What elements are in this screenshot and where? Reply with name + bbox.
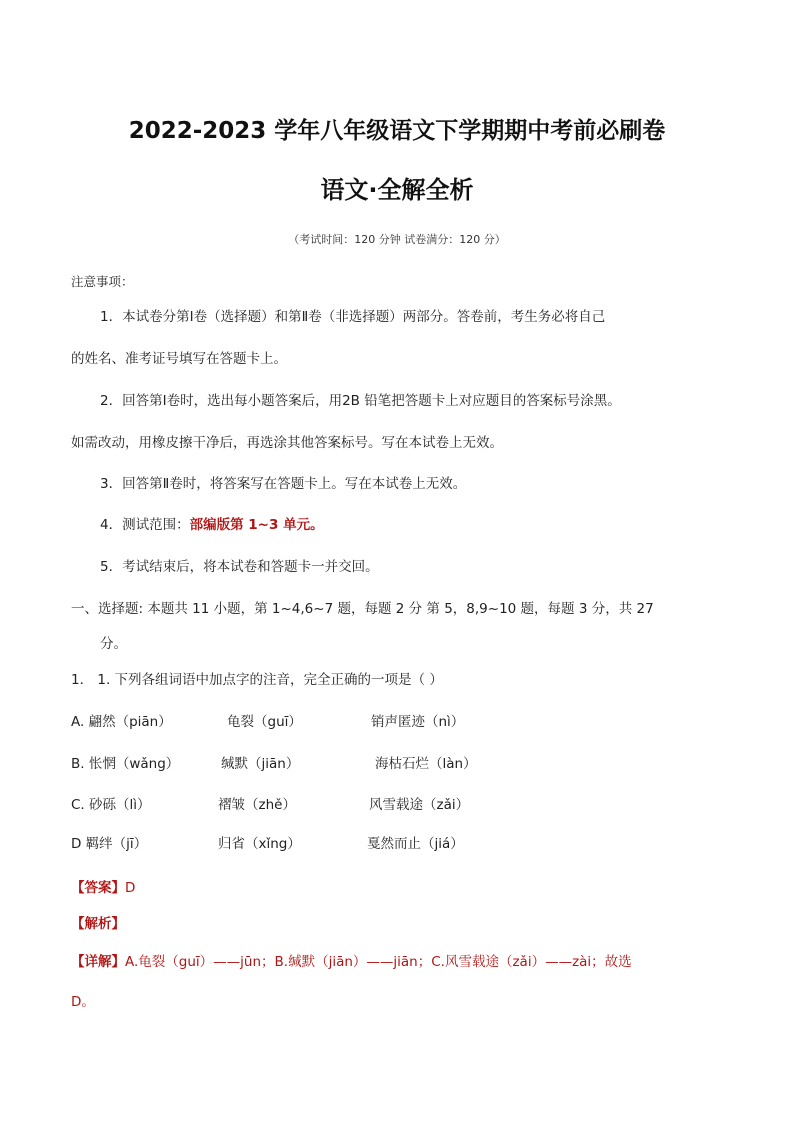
detail-text-1: A.龟裂（guī）——jūn；B.缄默（jiān）——jiān；C.风雪载途（zǎi）——zài；故选 — [125, 954, 632, 970]
note-item-3: 3．回答第Ⅱ卷时，将答案写在答题卡上。写在本试卷上无效。 — [100, 476, 467, 492]
option-d-2: 归省（xǐng） — [218, 836, 301, 852]
section-1-heading-line-1: 一、选择题: 本题共 11 小题，第 1~4,6~7 题，每题 2 分 第 5，8,9~10 题，每题 3 分，共 27 — [71, 601, 654, 617]
note-item-4 — [100, 513, 324, 533]
analysis-label: 【解析】 — [71, 916, 125, 932]
question-1-stem: 1． 1. 下列各组词语中加点字的注音，完全正确的一项是（ ） — [71, 672, 443, 688]
section-1-heading-line-2: 分。 — [100, 636, 127, 652]
test-range: 部编版第 1~3 单元。 — [189, 517, 324, 533]
option-a-2: 龟裂（guī） — [227, 714, 302, 730]
note-item-1-line-1: 1．本试卷分第Ⅰ卷（选择题）和第Ⅱ卷（非选择题）两部分。答卷前，考生务必将自己 — [100, 309, 606, 325]
answer-label: 【答案】 — [71, 880, 125, 896]
detail-line-2: D。 — [71, 994, 95, 1010]
option-a-1: A. 翩然（piān） — [71, 714, 172, 730]
note-item-2-line-1: 2．回答第Ⅰ卷时，选出每小题答案后，用2B 铅笔把答题卡上对应题目的答案标号涂黑。 — [100, 393, 621, 409]
option-b-3: 海枯石烂（làn） — [375, 756, 477, 772]
option-d-3: 戛然而止（jiá） — [367, 836, 464, 852]
option-c-3: 风雪载途（zǎi） — [369, 797, 470, 813]
option-c-1: C. 砂砾（lì） — [71, 797, 151, 813]
option-c-2: 褶皱（zhě） — [218, 797, 296, 813]
exam-meta: （考试时间：120 分钟 试卷满分：120 分） — [288, 233, 506, 246]
page-title: 2022-2023 学年八年级语文下学期期中考前必刷卷 — [128, 118, 666, 144]
detail-line-1 — [71, 950, 632, 970]
note-item-2-line-2: 如需改动，用橡皮擦干净后，再选涂其他答案标号。写在本试卷上无效。 — [71, 435, 503, 451]
option-d-1: D 羁绊（jī） — [71, 836, 148, 852]
note-item-4-prefix: 4．测试范围： — [100, 517, 190, 533]
option-b-2: 缄默（jiān） — [221, 756, 300, 772]
detail-label: 【详解】 — [71, 954, 125, 970]
note-item-1-line-2: 的姓名、准考证号填写在答题卡上。 — [71, 351, 287, 367]
option-b-1: B. 怅惘（wǎng） — [71, 756, 180, 772]
answer-line — [71, 876, 135, 896]
page-subtitle: 语文·全解全析 — [320, 176, 474, 204]
option-a-3: 销声匿迹（nì） — [371, 714, 465, 730]
notes-heading: 注意事项： — [71, 274, 134, 289]
answer-value: D — [125, 880, 136, 896]
note-item-5: 5．考试结束后，将本试卷和答题卡一并交回。 — [100, 559, 379, 575]
